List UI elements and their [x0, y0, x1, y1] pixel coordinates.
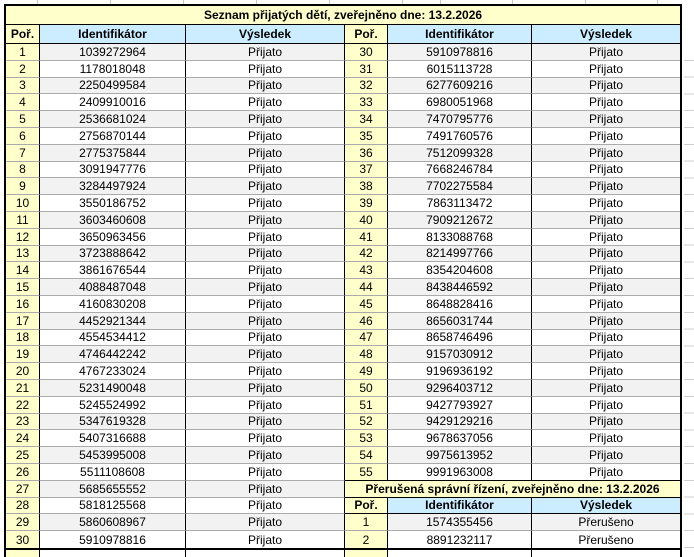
result-cell: Přijato [186, 145, 345, 162]
row-number-cell: 46 [345, 313, 388, 330]
result-cell: Přijato [532, 430, 680, 447]
result-cell: Přijato [532, 44, 680, 61]
result-cell: Přijato [532, 145, 680, 162]
row-number-cell: 39 [345, 195, 388, 212]
row-number-cell: 53 [345, 430, 388, 447]
result-cell: Přijato [186, 78, 345, 95]
column-header-identifikator-right: Identifikátor [388, 25, 532, 44]
identifier-cell: 3550186752 [40, 195, 186, 212]
result-cell: Přijato [186, 195, 345, 212]
identifier-cell: 5453995008 [40, 447, 186, 464]
result-cell: Přijato [532, 313, 680, 330]
result-cell: Přijato [186, 111, 345, 128]
identifier-cell: 5407316688 [40, 430, 186, 447]
identifier-cell: 8354204608 [388, 262, 532, 279]
identifier-cell: 3650963456 [40, 229, 186, 246]
identifier-cell: 9991963008 [388, 464, 532, 481]
row-number-cell: 41 [345, 229, 388, 246]
identifier-cell: 7512099328 [388, 145, 532, 162]
result-cell: Přijato [532, 397, 680, 414]
identifier-cell: 9157030912 [388, 346, 532, 363]
result-cell: Přijato [186, 262, 345, 279]
result-cell: Přijato [186, 162, 345, 179]
row-number-cell: 19 [6, 346, 40, 363]
identifier-cell: 5347619328 [40, 414, 186, 431]
result-cell: Přijato [186, 447, 345, 464]
section2-header-por: Poř. [345, 498, 388, 515]
identifier-cell: 8648828416 [388, 296, 532, 313]
column-header-identifikator-left: Identifikátor [40, 25, 186, 44]
result-cell: Přijato [186, 61, 345, 78]
row-number-cell: 34 [345, 111, 388, 128]
identifier-cell: 9427793927 [388, 397, 532, 414]
table-title: Seznam přijatých dětí, zveřejněno dne: 13.2.2026 [6, 6, 680, 25]
identifier-cell: 2756870144 [40, 128, 186, 145]
row-number-cell: 51 [345, 397, 388, 414]
result-cell: Přijato [186, 346, 345, 363]
row-number-cell: 17 [6, 313, 40, 330]
row-number-cell: 16 [6, 296, 40, 313]
result-cell: Přijato [186, 531, 345, 548]
row-number-cell: 20 [6, 363, 40, 380]
row-number-cell: 24 [6, 430, 40, 447]
row-number-cell: 33 [345, 94, 388, 111]
identifier-cell: 2409910016 [40, 94, 186, 111]
row-number-cell: 32 [345, 78, 388, 95]
result-cell: Přijato [186, 397, 345, 414]
section2-header-vysledek: Výsledek [532, 498, 680, 515]
identifier-cell: 7863113472 [388, 195, 532, 212]
row-number-cell: 22 [6, 397, 40, 414]
identifier-cell: 6015113728 [388, 61, 532, 78]
identifier-cell: 6277609216 [388, 78, 532, 95]
identifier-cell: 8214997766 [388, 246, 532, 263]
row-number-cell: 7 [6, 145, 40, 162]
row-number-cell: 15 [6, 279, 40, 296]
identifier-cell: 8891232117 [388, 531, 532, 548]
row-number-cell: 2 [345, 531, 388, 548]
result-cell: Přijato [186, 430, 345, 447]
row-number-cell: 23 [6, 414, 40, 431]
identifier-cell: 7702275584 [388, 178, 532, 195]
column-header-vysledek-right: Výsledek [532, 25, 680, 44]
row-number-cell: 2 [6, 61, 40, 78]
identifier-cell: 9196936192 [388, 363, 532, 380]
result-cell: Přijato [532, 78, 680, 95]
row-number-cell: 9 [6, 178, 40, 195]
row-number-cell: 37 [345, 162, 388, 179]
column-header-vysledek-left: Výsledek [186, 25, 345, 44]
row-number-cell: 49 [345, 363, 388, 380]
identifier-cell: 9975613952 [388, 447, 532, 464]
identifier-cell: 4767233024 [40, 363, 186, 380]
identifier-cell: 7668246784 [388, 162, 532, 179]
row-number-cell: 26 [6, 464, 40, 481]
result-cell: Přijato [186, 380, 345, 397]
identifier-cell: 9296403712 [388, 380, 532, 397]
row-number-cell: 55 [345, 464, 388, 481]
identifier-cell: 2536681024 [40, 111, 186, 128]
identifier-cell: 3603460608 [40, 212, 186, 229]
row-number-cell: 1 [6, 44, 40, 61]
result-cell: Přijato [186, 296, 345, 313]
identifier-cell: 6980051968 [388, 94, 532, 111]
row-number-cell: 12 [6, 229, 40, 246]
result-cell: Přijato [532, 363, 680, 380]
identifier-cell: 4554534412 [40, 330, 186, 347]
identifier-cell: 8438446592 [388, 279, 532, 296]
identifier-cell: 8658746496 [388, 330, 532, 347]
result-cell: Přijato [532, 212, 680, 229]
result-cell: Přijato [186, 498, 345, 515]
result-cell: Přerušeno [532, 514, 680, 531]
identifier-cell: 5511108608 [40, 464, 186, 481]
result-cell: Přijato [186, 279, 345, 296]
identifier-cell: 9678637056 [388, 430, 532, 447]
result-cell: Přijato [186, 330, 345, 347]
row-number-cell: 43 [345, 262, 388, 279]
result-cell: Přijato [532, 279, 680, 296]
result-cell: Přijato [532, 380, 680, 397]
result-cell: Přijato [532, 464, 680, 481]
row-number-cell: 10 [6, 195, 40, 212]
identifier-cell: 1178018048 [40, 61, 186, 78]
row-number-cell: 30 [6, 531, 40, 548]
identifier-cell: 3091947776 [40, 162, 186, 179]
row-number-cell: 3 [6, 78, 40, 95]
identifier-cell: 5910978816 [40, 531, 186, 548]
result-cell: Přijato [186, 464, 345, 481]
row-number-cell: 1 [345, 514, 388, 531]
result-cell: Přijato [186, 212, 345, 229]
row-number-cell: 27 [6, 481, 40, 498]
identifier-cell: 5910978816 [388, 44, 532, 61]
identifier-cell: 4160830208 [40, 296, 186, 313]
row-number-cell: 30 [345, 44, 388, 61]
identifier-cell: 3861676544 [40, 262, 186, 279]
result-cell: Přijato [186, 128, 345, 145]
row-number-cell: 35 [345, 128, 388, 145]
result-cell: Přijato [186, 363, 345, 380]
accepted-children-table [4, 4, 682, 550]
result-cell: Přijato [186, 246, 345, 263]
result-cell: Přijato [532, 178, 680, 195]
row-number-cell: 21 [6, 380, 40, 397]
identifier-cell: 7470795776 [388, 111, 532, 128]
result-cell: Přijato [532, 447, 680, 464]
row-number-cell: 6 [6, 128, 40, 145]
row-number-cell: 40 [345, 212, 388, 229]
identifier-cell: 9429129216 [388, 414, 532, 431]
row-number-cell: 48 [345, 346, 388, 363]
identifier-cell: 8656031744 [388, 313, 532, 330]
identifier-cell: 5245524992 [40, 397, 186, 414]
result-cell: Přijato [532, 229, 680, 246]
identifier-cell: 5685655552 [40, 481, 186, 498]
row-number-cell: 50 [345, 380, 388, 397]
result-cell: Přijato [532, 296, 680, 313]
identifier-cell: 2250499584 [40, 78, 186, 95]
identifier-cell: 7909212672 [388, 212, 532, 229]
result-cell: Přijato [532, 262, 680, 279]
identifier-cell: 1039272964 [40, 44, 186, 61]
row-number-cell: 18 [6, 330, 40, 347]
result-cell: Přijato [532, 128, 680, 145]
row-number-cell: 54 [345, 447, 388, 464]
section2-title: Přerušená správní řízení, zveřejněno dne: 13.2.2026 [345, 481, 680, 498]
row-number-cell: 29 [6, 514, 40, 531]
result-cell: Přijato [186, 313, 345, 330]
result-cell: Přijato [532, 61, 680, 78]
column-header-por-left: Poř. [6, 25, 40, 44]
identifier-cell: 5231490048 [40, 380, 186, 397]
row-number-cell: 11 [6, 212, 40, 229]
identifier-cell: 2775375844 [40, 145, 186, 162]
row-number-cell: 14 [6, 262, 40, 279]
row-number-cell: 5 [6, 111, 40, 128]
section2-header-identifikator: Identifikátor [388, 498, 532, 515]
table-grid [6, 25, 680, 548]
row-number-cell: 45 [345, 296, 388, 313]
identifier-cell: 8133088768 [388, 229, 532, 246]
row-number-cell: 31 [345, 61, 388, 78]
result-cell: Přijato [532, 414, 680, 431]
identifier-cell: 7491760576 [388, 128, 532, 145]
identifier-cell: 5860608967 [40, 514, 186, 531]
row-number-cell: 36 [345, 145, 388, 162]
row-number-cell: 8 [6, 162, 40, 179]
column-header-por-right: Poř. [345, 25, 388, 44]
identifier-cell: 1574355456 [388, 514, 532, 531]
result-cell: Přijato [186, 178, 345, 195]
row-number-cell: 38 [345, 178, 388, 195]
right-margin-gridlines [684, 44, 694, 550]
result-cell: Přijato [186, 414, 345, 431]
result-cell: Přijato [532, 246, 680, 263]
identifier-cell: 4452921344 [40, 313, 186, 330]
result-cell: Přerušeno [578, 532, 634, 547]
identifier-cell: 3284497924 [40, 178, 186, 195]
row-number-cell: 28 [6, 498, 40, 515]
identifier-cell: 4746442242 [40, 346, 186, 363]
result-cell: Přijato [186, 514, 345, 531]
identifier-cell: 3723888642 [40, 246, 186, 263]
result-cell: Přijato [186, 94, 345, 111]
row-number-cell: 47 [345, 330, 388, 347]
row-number-cell: 25 [6, 447, 40, 464]
row-number-cell: 52 [345, 414, 388, 431]
result-cell: Přijato [532, 162, 680, 179]
result-cell: Přijato [532, 111, 680, 128]
identifier-cell: 5818125568 [40, 498, 186, 515]
result-cell: Přijato [532, 330, 680, 347]
row-number-cell: 42 [345, 246, 388, 263]
result-cell: Přijato [532, 94, 680, 111]
identifier-cell: 4088487048 [40, 279, 186, 296]
row-number-cell: 4 [6, 94, 40, 111]
result-cell: Přijato [186, 44, 345, 61]
result-cell: Přijato [532, 346, 680, 363]
row-number-cell: 13 [6, 246, 40, 263]
cut-off-next-row [4, 550, 682, 557]
result-cell: Přijato [532, 195, 680, 212]
row-number-cell: 44 [345, 279, 388, 296]
result-cell: Přijato [186, 481, 345, 498]
result-cell: Přijato [186, 229, 345, 246]
